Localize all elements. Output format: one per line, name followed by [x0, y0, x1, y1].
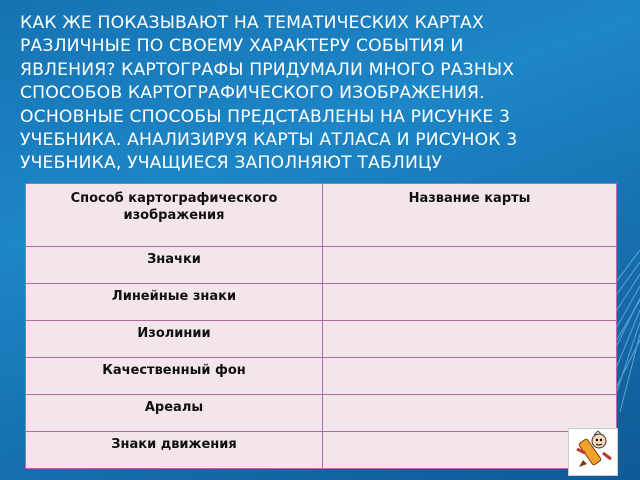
table-row: [26, 284, 617, 321]
table-row: [26, 395, 617, 432]
cartoon-pencil-icon: [568, 428, 618, 476]
method-cell: Знаки движения: [26, 432, 323, 469]
table-row: [26, 247, 617, 284]
method-cell: Изолинии: [26, 321, 323, 358]
table-header-row: [26, 184, 617, 247]
table-row: [26, 358, 617, 395]
page-heading: КАК ЖЕ ПОКАЗЫВАЮТ НА ТЕМАТИЧЕСКИХ КАРТАХ РАЗЛИЧНЫЕ ПО СВОЕМУ ХАРАКТЕРУ СОБЫТИЯ И ЯВЛЕНИЯ? КАРТОГРАФЫ ПРИДУМАЛИ МНОГО РАЗНЫХ СПОСОБОВ КАРТОГРАФИЧЕСКОГО ИЗОБРАЖЕНИЯ. ОСНОВНЫЕ СПОСОБЫ ПРЕДСТАВЛЕНЫ НА РИСУНКЕ 3 УЧЕБНИКА. АНАЛИЗИРУЯ КАРТЫ АТЛАСА И РИСУНОК 3 УЧЕБНИКА, УЧАЩИЕСЯ ЗАПОЛНЯЮТ ТАБЛИЦУ: [20, 13, 518, 174]
method-cell: Ареалы: [26, 395, 323, 432]
methods-table: [25, 183, 617, 469]
map-name-cell[interactable]: [323, 284, 617, 321]
map-name-cell[interactable]: [323, 247, 617, 284]
method-cell: Значки: [26, 247, 323, 284]
table-row: [26, 321, 617, 358]
header-method: Способ картографического изображения: [26, 184, 323, 247]
map-name-cell[interactable]: [323, 321, 617, 358]
map-name-cell[interactable]: [323, 358, 617, 395]
header-map-name: Название карты: [323, 184, 617, 247]
map-name-cell[interactable]: [323, 395, 617, 432]
table-row: [26, 432, 617, 469]
method-cell: Линейные знаки: [26, 284, 323, 321]
method-cell: Качественный фон: [26, 358, 323, 395]
